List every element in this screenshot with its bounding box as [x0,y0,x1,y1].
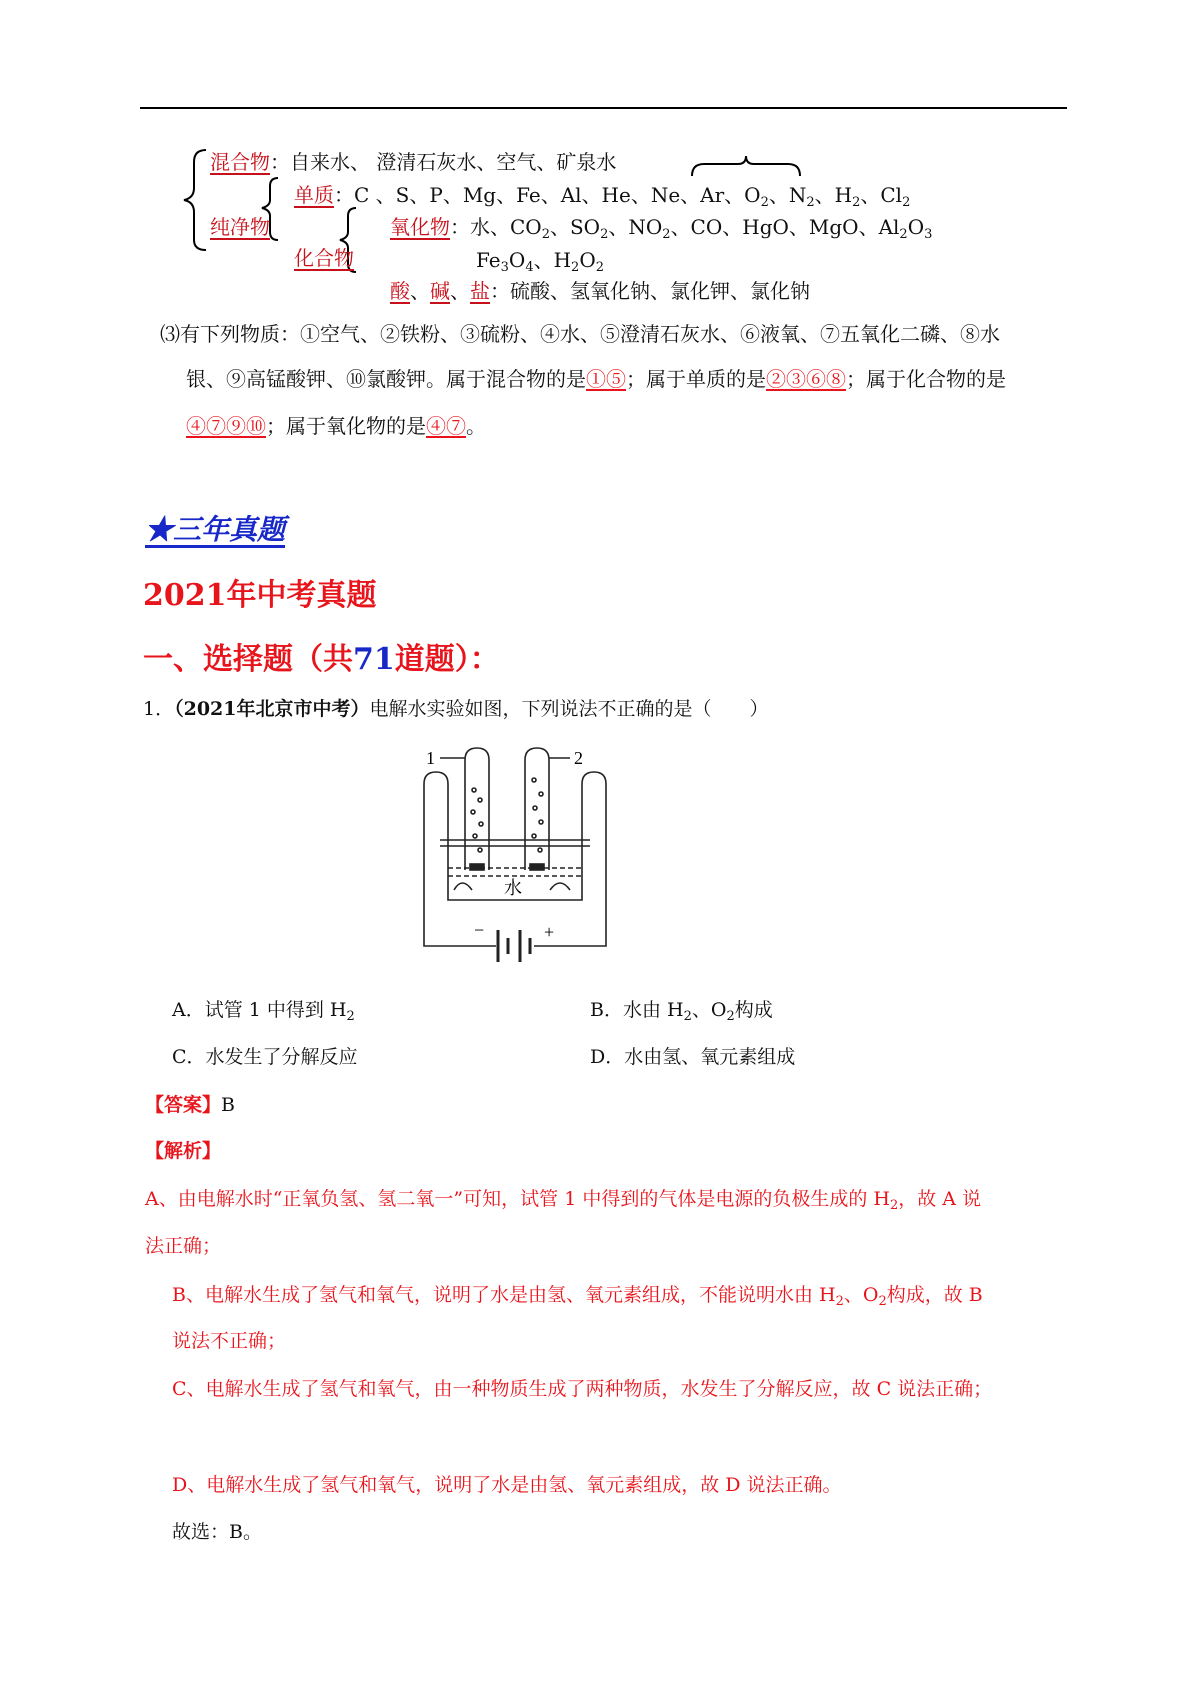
element-label: 单质 [294,183,334,207]
oxide-row: 氧化物：水、$CO_2$、$SO_2$、$NO_2$、CO、HgO、MgO、$Al_2O_3$ [390,215,933,242]
analysis-d-line1: D、电解水生成了氢气和氧气，说明了水是由氢、氧元素组成，故 D 说法正确。 [172,1474,842,1496]
answer-compound: ④⑦⑨⑩ [186,414,266,438]
analysis-c-line1: C、电解水生成了氢气和氧气，由一种物质生成了两种物质，水发生了分解反应，故 C 说法正确； [172,1378,993,1400]
answer-value: B [221,1094,235,1116]
plus-label: + [544,922,555,942]
tube2-label: 2 [574,748,583,768]
tube1-label: 1 [426,748,435,768]
compound-label: 化合物 [294,246,354,270]
q1-stem: 1．（2021年北京市中考）电解水实验如图，下列说法不正确的是（ ） [143,698,769,720]
answer-oxide: ④⑦ [426,414,466,438]
option-b[interactable]: B．水由 $H_2$、$O_2$构成 [590,999,773,1024]
analysis-label: 【解析】 [145,1140,222,1162]
option-d[interactable]: D．水由氢、氧元素组成 [590,1046,796,1068]
star-title: ★三年真题 [145,513,286,546]
answer-label: 【答案】 [145,1094,222,1116]
q3-line1: ⑶有下列物质：①空气、②铁粉、③硫粉、④水、⑤澄清石灰水、⑥液氧、⑦五氧化二磷、⑧水 [160,322,1000,346]
water-label: 水 [504,878,522,899]
analysis-a-line2: 法正确； [145,1235,222,1257]
answer-mixture: ①⑤ [586,367,626,391]
pure-label: 纯净物 [210,215,270,239]
final-answer: 故选：B。 [172,1521,262,1543]
acid-base-salt-row: 酸、碱、盐：硫酸、氢氧化钠、氯化钾、氯化钠 [390,279,810,303]
analysis-b-line2: 说法不正确； [172,1330,287,1352]
electrolysis-figure [410,740,630,972]
oxide-label: 氧化物 [390,215,450,239]
q3-line2: 银、⑨高锰酸钾、⑩氯酸钾。属于混合物的是①⑤；属于单质的是②③⑥⑧；属于化合物的是 [186,367,1006,391]
pure-row [210,211,270,240]
analysis-a-line1: A、由电解水时“正氧负氢、氢二氧一”可知，试管 1 中得到的气体是电源的负极生成的 $H_2$，故 A 说 [145,1188,982,1213]
header-rule [140,107,1067,109]
minus-label: − [474,920,485,940]
mixture-label: 混合物 [210,150,270,174]
answer-row [145,1090,235,1117]
mixture-items: ：自来水、 澄清石灰水、空气、矿泉水 [270,150,617,174]
analysis-b-line1: B、电解水生成了氢气和氧气，说明了水是由氢、氧元素组成，不能说明水由 $H_2$、$O_2$构成，故 B [172,1284,983,1309]
option-c[interactable]: C．水发生了分解反应 [172,1046,358,1068]
answer-element: ②③⑥⑧ [766,367,846,391]
option-a[interactable]: A．试管 1 中得到 $H_2$ [172,999,355,1024]
q3-line3: ④⑦⑨⑩；属于氧化物的是④⑦。 [186,414,486,438]
element-row: 单质：C 、S、P、Mg、Fe、Al、He、Ne、Ar、$O_2$、$N_2$、$H_2$、$Cl_2$ [294,183,911,210]
year-title: 2021年中考真题 [143,578,377,613]
compound-row [294,242,354,271]
oxide-row-2: $Fe_3O_4$、$H_2O_2$ [476,248,605,275]
section-title: 一、选择题（共71道题）： [143,642,500,677]
mixture-row [210,146,616,175]
